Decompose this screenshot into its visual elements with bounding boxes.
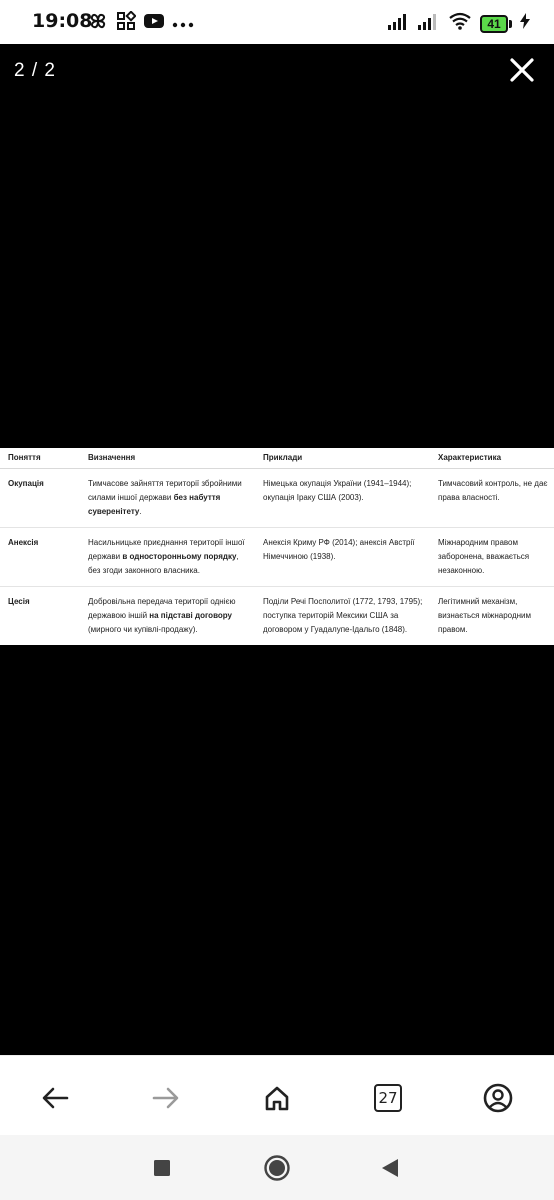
- signal-icon: [418, 12, 440, 35]
- examples-cell: Німецька окупація України (1941–1944); окупація Іраку США (2003).: [255, 468, 430, 527]
- definition-cell: Добровільна передача території однією державою іншій на підставі договору (мирного чи купівлі-продажу).: [80, 586, 255, 645]
- characteristic-cell: Міжнародним правом заборонена, вважається незаконною.: [430, 527, 554, 586]
- recents-square-icon[interactable]: [147, 1153, 177, 1183]
- battery-level: 41: [480, 15, 508, 33]
- image-counter: 2 / 2: [14, 60, 56, 81]
- back-triangle-icon[interactable]: [375, 1153, 405, 1183]
- account-icon[interactable]: [478, 1078, 518, 1118]
- more-dots-icon: [172, 15, 194, 33]
- term-cell: Анексія: [0, 527, 80, 586]
- tabs-button[interactable]: [368, 1078, 408, 1118]
- definition-cell: Тимчасове зайняття території збройними силами іншої держави без набуття суверенітету.: [80, 468, 255, 527]
- examples-cell: Поділи Речі Посполитої (1772, 1793, 1795); поступка територій Мексики США за договором у Гуадалупе-Ідальго (1848).: [255, 586, 430, 645]
- browser-toolbar: [0, 1055, 554, 1135]
- header-definition: Визначення: [80, 448, 255, 468]
- charging-icon: [520, 13, 530, 34]
- table-image: [0, 448, 554, 645]
- status-icons-right: [388, 12, 530, 35]
- table-row: [0, 527, 554, 586]
- concepts-table: [0, 448, 554, 645]
- battery-icon: [480, 15, 512, 33]
- status-icons-left: [88, 11, 194, 36]
- table-row: [0, 468, 554, 527]
- close-icon[interactable]: [508, 56, 536, 84]
- forward-arrow-icon[interactable]: [146, 1078, 186, 1118]
- status-bar: [0, 0, 554, 44]
- header-concept: Поняття: [0, 448, 80, 468]
- header-examples: Приклади: [255, 448, 430, 468]
- home-icon[interactable]: [257, 1078, 297, 1118]
- table-header-row: [0, 448, 554, 468]
- youtube-icon: [144, 13, 164, 34]
- system-nav-bar: [0, 1135, 554, 1200]
- status-time: 19:08: [32, 10, 93, 32]
- wifi-icon: [448, 12, 472, 35]
- characteristic-cell: Тимчасовий контроль, не дає права власності.: [430, 468, 554, 527]
- pinwheel-icon: [88, 11, 108, 36]
- apps-grid-icon: [116, 11, 136, 36]
- tab-count: 27: [374, 1084, 402, 1112]
- characteristic-cell: Легітимний механізм, визнається міжнародним правом.: [430, 586, 554, 645]
- table-row: [0, 586, 554, 645]
- definition-cell: Насильницьке приєднання території іншої держави в односторонньому порядку, без згоди законного власника.: [80, 527, 255, 586]
- home-circle-icon[interactable]: [262, 1153, 292, 1183]
- back-arrow-icon[interactable]: [35, 1078, 75, 1118]
- signal-icon: [388, 12, 410, 35]
- term-cell: Цесія: [0, 586, 80, 645]
- examples-cell: Анексія Криму РФ (2014); анексія Австрії Німеччиною (1938).: [255, 527, 430, 586]
- header-characteristic: Характеристика: [430, 448, 554, 468]
- term-cell: Окупація: [0, 468, 80, 527]
